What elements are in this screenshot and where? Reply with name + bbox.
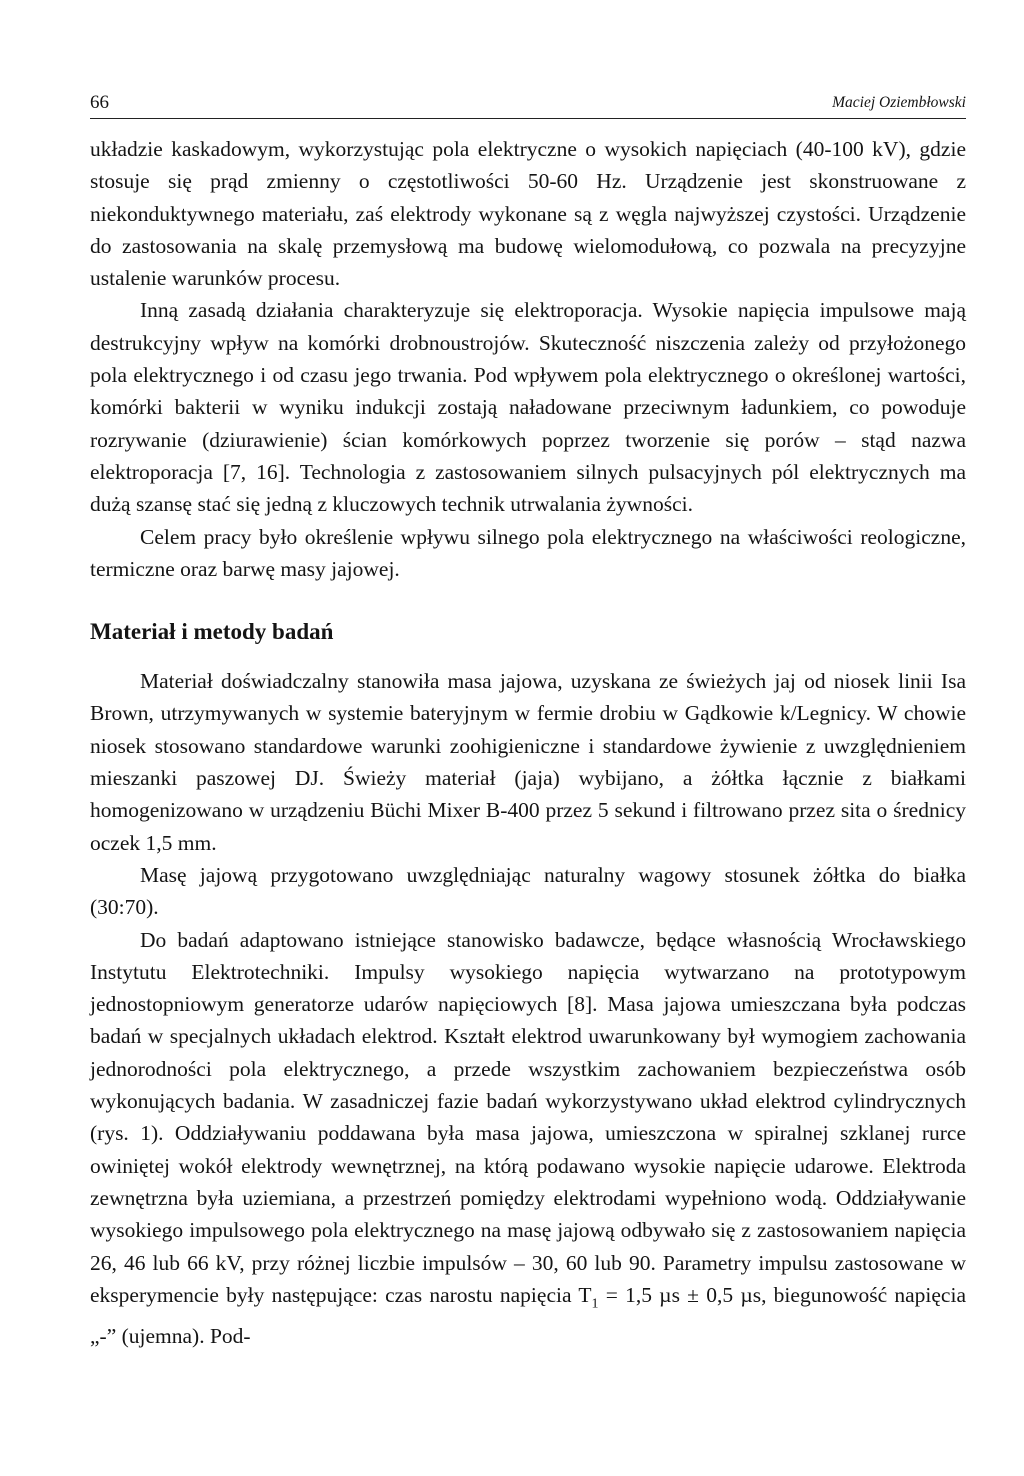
paragraph-aim: Celem pracy było określenie wpływu silnego pola elektrycznego na właściwości reologiczne, termiczne oraz barwę masy jajowej. xyxy=(90,524,966,581)
apparatus-text-part-1: Do badań adaptowano istniejące stanowisko badawcze, będące własnością Wrocławskiego Instytutu Elektrotechniki. Impulsy wysokiego napięcia wytwarzano na prototypowym jednostopniowym generatorze udarów napięciowych [8]. Masa jajowa umieszczana była podczas badań w specjalnych układach elektrod. Kształt elektrod uwarunkowany był wymogiem zachowania jednorodności pola elektrycznego, a przede wszystkim zachowaniem bezpieczeństwa osób wykonujących badania. W zasadniczej fazie badań wykorzystywano układ elektrod cylindrycznych (rys. 1). Oddziaływaniu poddawana była masa jajowa, umieszczona w spiralnej szklanej rurce owiniętej wokół elektrody wewnętrznej, na którą podawano wysokie napięcie udarowe. Elektroda zewnętrzna była uziemiana, a przestrzeń pomiędzy elektrodami wypełniono wodą. Oddziaływanie wysokiego impulsowego pola elektrycznego na masę jajową odbywało się z zastosowaniem napięcia 26, 46 lub 66 kV, przy różnej liczbie impulsów – 30, 60 lub 90. Parametry impulsu zastosowane w eksperymencie były następujące: czas narostu napięcia T xyxy=(90,927,966,1307)
paragraph-intro-continuation: układzie kaskadowym, wykorzystując pola elektryczne o wysokich napięciach (40-100 kV), gdzie stosuje się prąd zmienny o częstotliwości 50-60 Hz. Urządzenie jest skonstruowane z niekonduktywnego materiału, zaś elektrody wykonane są z węgla najwyższej czystości. Urządzenie do zastosowania na skalę przemysłową ma budowę wielomodułową, co pozwala na precyzyjne ustalenie warunków procesu. xyxy=(90,137,966,291)
apparatus-text-part-2: = 1,5 µs ± 0,5 µs, biegunowość napięcia „-” (ujemna). Pod- xyxy=(90,1282,966,1349)
section-heading-methods: Materiał i metody badań xyxy=(90,619,334,645)
running-author: Maciej Oziembłowski xyxy=(832,94,966,111)
paragraph-material: Materiał doświadczalny stanowiła masa jajowa, uzyskana ze świeżych jaj od niosek linii Isa Brown, utrzymywanych w systemie bateryjnym w fermie drobiu w Gądkowie k/Legnicy. W chowie niosek stosowano standardowe warunki zoohigieniczne i standardowe żywienie z uwzględnieniem mieszanki paszowej DJ. Świeży materiał (jaja) wybijano, a żółtka łącznie z białkami homogenizowano w urządzeniu Büchi Mixer B-400 przez 5 sekund i filtrowano przez sita o średnicy oczek 1,5 mm. xyxy=(90,669,966,855)
running-header xyxy=(90,88,966,119)
paragraph-apparatus xyxy=(90,924,966,1353)
page xyxy=(90,88,966,1353)
page-number: 66 xyxy=(90,92,109,113)
subscript-1: 1 xyxy=(591,1296,599,1312)
paragraph-electroporation: Inną zasadą działania charakteryzuje się elektroporacja. Wysokie napięcia impulsowe mają destrukcyjny wpływ na komórki drobnoustrojów. Skuteczność niszczenia zależy od przyłożonego pola elektrycznego i od czasu jego trwania. Pod wpływem pola elektrycznego o określonej wartości, komórki bakterii w wyniku indukcji zostają naładowane przeciwnym ładunkiem, co powoduje rozrywanie (dziurawienie) ścian komórkowych poprzez tworzenie się porów – stąd nazwa elektroporacja [7, 16]. Technologia z zastosowaniem silnych pulsacyjnych pól elektrycznych ma dużą szansę stać się jedną z kluczowych technik utrwalania żywności. xyxy=(90,298,966,517)
paragraph-egg-mass-ratio: Masę jajową przygotowano uwzględniając naturalny wagowy stosunek żółtka do białka (30:70). xyxy=(90,862,966,920)
body-text xyxy=(90,133,966,1353)
